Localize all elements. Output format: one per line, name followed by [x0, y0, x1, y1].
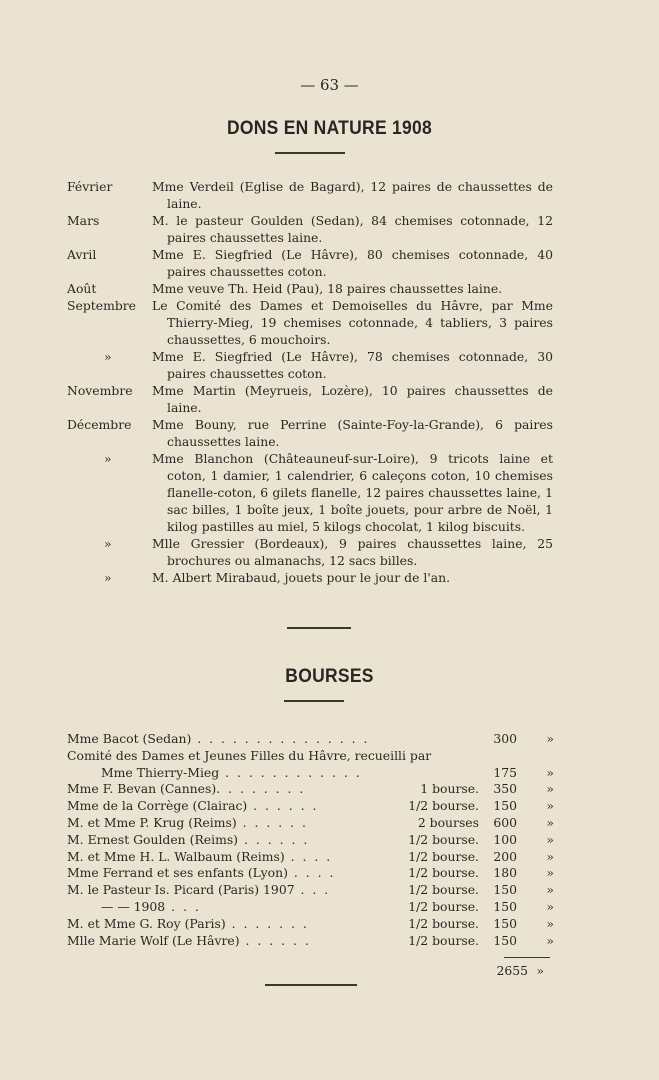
bourse-donor-name: — — 1908 [101, 898, 166, 914]
don-entry [0, 382, 659, 416]
don-month: Avril [67, 247, 97, 262]
bourses-table [67, 731, 567, 949]
bourse-row [67, 832, 567, 849]
bourse-mark: » [546, 764, 554, 780]
bourse-amount: 150 [493, 898, 517, 914]
bourse-amount: 150 [493, 882, 517, 898]
bourse-donor-name: Mme de la Corrège (Clairac) [67, 798, 248, 814]
bourse-row [67, 815, 567, 832]
bourse-leader-dots: . . . . . . [236, 814, 308, 830]
bourse-donor-name: Mme Thierry-Mieg [101, 764, 220, 780]
don-month: Novembre [67, 383, 133, 398]
don-month: Décembre [67, 417, 132, 432]
don-month: » [104, 451, 112, 466]
total-mark: » [536, 963, 544, 978]
bourse-row [67, 899, 567, 916]
bourse-description: 1/2 bourse. [408, 848, 479, 864]
don-entry [0, 569, 659, 586]
bourse-donor [67, 916, 309, 933]
bourse-amount: 150 [493, 798, 517, 814]
bourse-donor [101, 899, 201, 916]
dons-list [0, 178, 659, 586]
bourse-donor-name: Comité des Dames et Jeunes Filles du Hâvre, recueilli par [67, 747, 432, 763]
bourse-description: 1/2 bourse. [408, 865, 479, 881]
bottom-rule [265, 984, 357, 986]
dons-title-rule [275, 152, 345, 154]
bourse-description: 1/2 bourse. [408, 882, 479, 898]
dons-end-rule [287, 627, 351, 629]
bourse-donor [67, 748, 431, 765]
bourse-mark: » [546, 831, 554, 847]
bourse-amount: 300 [493, 731, 517, 746]
don-text: M. Albert Mirabaud, jouets pour le jour de l'an. [152, 570, 451, 585]
bourse-amount: 150 [493, 915, 517, 931]
don-entry [0, 450, 659, 535]
bourse-description: 1/2 bourse. [408, 798, 479, 814]
bourse-description: 1/2 bourse. [408, 898, 479, 914]
bourse-donor-name: Mme Ferrand et ses enfants (Lyon) [67, 865, 288, 881]
don-text: Mme Verdeil (Eglise de Bagard), 12 paires de chaussettes de laine. [152, 179, 553, 211]
page-number: — 63 — [300, 76, 359, 94]
bourse-donor-name: M. le Pasteur Is. Picard (Paris) 1907 [67, 882, 295, 898]
don-text: Mlle Gressier (Bordeaux), 9 paires chaussettes laine, 25 brochures ou almanachs, 12 sacs billes. [152, 536, 553, 568]
bourse-amount: 350 [493, 781, 517, 797]
bourse-donor [67, 832, 309, 849]
don-entry [0, 246, 659, 280]
don-month: » [104, 536, 112, 551]
bourse-donor [67, 781, 305, 798]
bourse-donor [67, 731, 369, 748]
bourse-row [67, 933, 567, 950]
bourse-mark: » [546, 814, 554, 830]
bourse-row [67, 798, 567, 815]
don-month: Février [67, 179, 113, 194]
bourse-row [67, 765, 567, 782]
don-text: Mme Blanchon (Châteauneuf-sur-Loire), 9 tricots laine et coton, 1 damier, 1 calendrier, 6 caleçons coton, 10 chemises flanelle-coton, 6 gilets flanelle, 12 paires chaussettes laine, 1 sac billes, 1 boîte jeux, 1 boîte jouets, pour arbre de Noël, 1 kilog pastilles au miel, 5 kilogs chocolat, 1 kilog biscuits. [152, 451, 553, 534]
total-amount: 2655 [496, 963, 528, 978]
bourse-description: 1/2 bourse. [408, 932, 479, 948]
bourse-amount: 175 [493, 764, 517, 780]
don-month: » [104, 349, 112, 364]
bourse-mark: » [546, 882, 554, 898]
bourse-leader-dots: . . . . [287, 865, 336, 881]
don-entry [0, 212, 659, 246]
don-entry [0, 297, 659, 348]
bourse-row [67, 748, 567, 765]
bourses-title: BOURSES [285, 666, 374, 687]
bourse-leader-dots: . . . . . . . . [216, 781, 306, 797]
don-text: Le Comité des Dames et Demoiselles du Hâvre, par Mme Thierry-Mieg, 19 chemises cotonnade, 4 tabliers, 3 paires chaussettes, 6 mouchoirs. [152, 298, 553, 347]
bourse-row [67, 865, 567, 882]
don-text: Mme E. Siegfried (Le Hâvre), 78 chemises cotonnade, 30 paires chaussettes coton. [152, 349, 553, 381]
bourse-leader-dots: . . . . . . [238, 831, 310, 847]
don-entry [0, 280, 659, 297]
bourse-amount: 200 [493, 848, 517, 864]
don-entry [0, 416, 659, 450]
bourse-leader-dots: . . . [294, 882, 331, 898]
bourse-donor [67, 933, 311, 950]
bourse-leader-dots: . . . . . . [239, 932, 311, 948]
bourse-mark: » [546, 932, 554, 948]
bourse-leader-dots: . . . . . . [247, 798, 319, 814]
bourses-title-rule [284, 700, 344, 702]
don-text: Mme E. Siegfried (Le Hâvre), 80 chemises cotonnade, 40 paires chaussettes coton. [152, 247, 553, 279]
bourse-mark: » [546, 865, 554, 881]
don-text: Mme Martin (Meyrueis, Lozère), 10 paires chaussettes de laine. [152, 383, 553, 415]
bourse-donor [67, 798, 319, 815]
bourse-leader-dots: . . . . [284, 848, 333, 864]
don-entry [0, 178, 659, 212]
bourse-donor-name: Mme F. Bevan (Cannes) [67, 781, 217, 797]
bourse-row [67, 849, 567, 866]
bourse-mark: » [546, 798, 554, 814]
bourse-row [67, 781, 567, 798]
bourse-donor-name: M. et Mme H. L. Walbaum (Reims) [67, 848, 285, 864]
bourse-leader-dots: . . . . . . . . . . . . [219, 764, 362, 780]
don-text: M. le pasteur Goulden (Sedan), 84 chemises cotonnade, 12 paires chaussettes laine. [152, 213, 553, 245]
bourse-amount: 180 [493, 865, 517, 881]
bourse-donor [67, 849, 332, 866]
bourse-mark: » [546, 848, 554, 864]
don-text: Mme Bouny, rue Perrine (Sainte-Foy-la-Grande), 6 paires chaussettes laine. [152, 417, 553, 449]
bourse-description: 1 bourse. [420, 781, 479, 797]
don-month: Août [67, 281, 97, 296]
bourse-leader-dots: . . . . . . . [225, 915, 309, 931]
bourse-amount: 600 [493, 814, 517, 830]
bourse-donor-name: M. et Mme G. Roy (Paris) [67, 915, 226, 931]
bourse-row [67, 916, 567, 933]
bourse-leader-dots: . . . [165, 898, 201, 914]
don-month: Septembre [67, 298, 137, 313]
don-month: » [104, 570, 112, 585]
dons-title: DONS EN NATURE 1908 [226, 118, 433, 139]
bourse-mark: » [546, 915, 554, 931]
bourse-description: 1/2 bourse. [408, 831, 479, 847]
bourse-mark: » [546, 731, 554, 746]
bourse-donor-name: M. et Mme P. Krug (Reims) [67, 814, 237, 830]
bourse-donor [101, 765, 362, 782]
bourse-amount: 100 [493, 831, 517, 847]
don-text: Mme veuve Th. Heid (Pau), 18 paires chaussettes laine. [152, 281, 503, 296]
bourse-donor-name: M. Ernest Goulden (Reims) [67, 831, 239, 847]
bourse-mark: » [546, 781, 554, 797]
bourse-donor [67, 815, 308, 832]
bourse-donor [67, 882, 330, 899]
bourse-row [67, 731, 567, 748]
total-rule [504, 957, 550, 958]
bourse-leader-dots: . . . . . . . . . . . . . . . [191, 731, 370, 746]
bourse-description: 2 bourses [417, 814, 479, 830]
bourse-row [67, 882, 567, 899]
bourse-amount: 150 [493, 932, 517, 948]
don-month: Mars [67, 213, 100, 228]
bourse-description: 1/2 bourse. [408, 915, 479, 931]
bourse-donor-name: Mlle Marie Wolf (Le Hâvre) [67, 932, 240, 948]
bourse-mark: » [546, 898, 554, 914]
bourse-donor-name: Mme Bacot (Sedan) [67, 731, 192, 746]
don-entry [0, 348, 659, 382]
bourse-donor [67, 865, 335, 882]
don-entry [0, 535, 659, 569]
